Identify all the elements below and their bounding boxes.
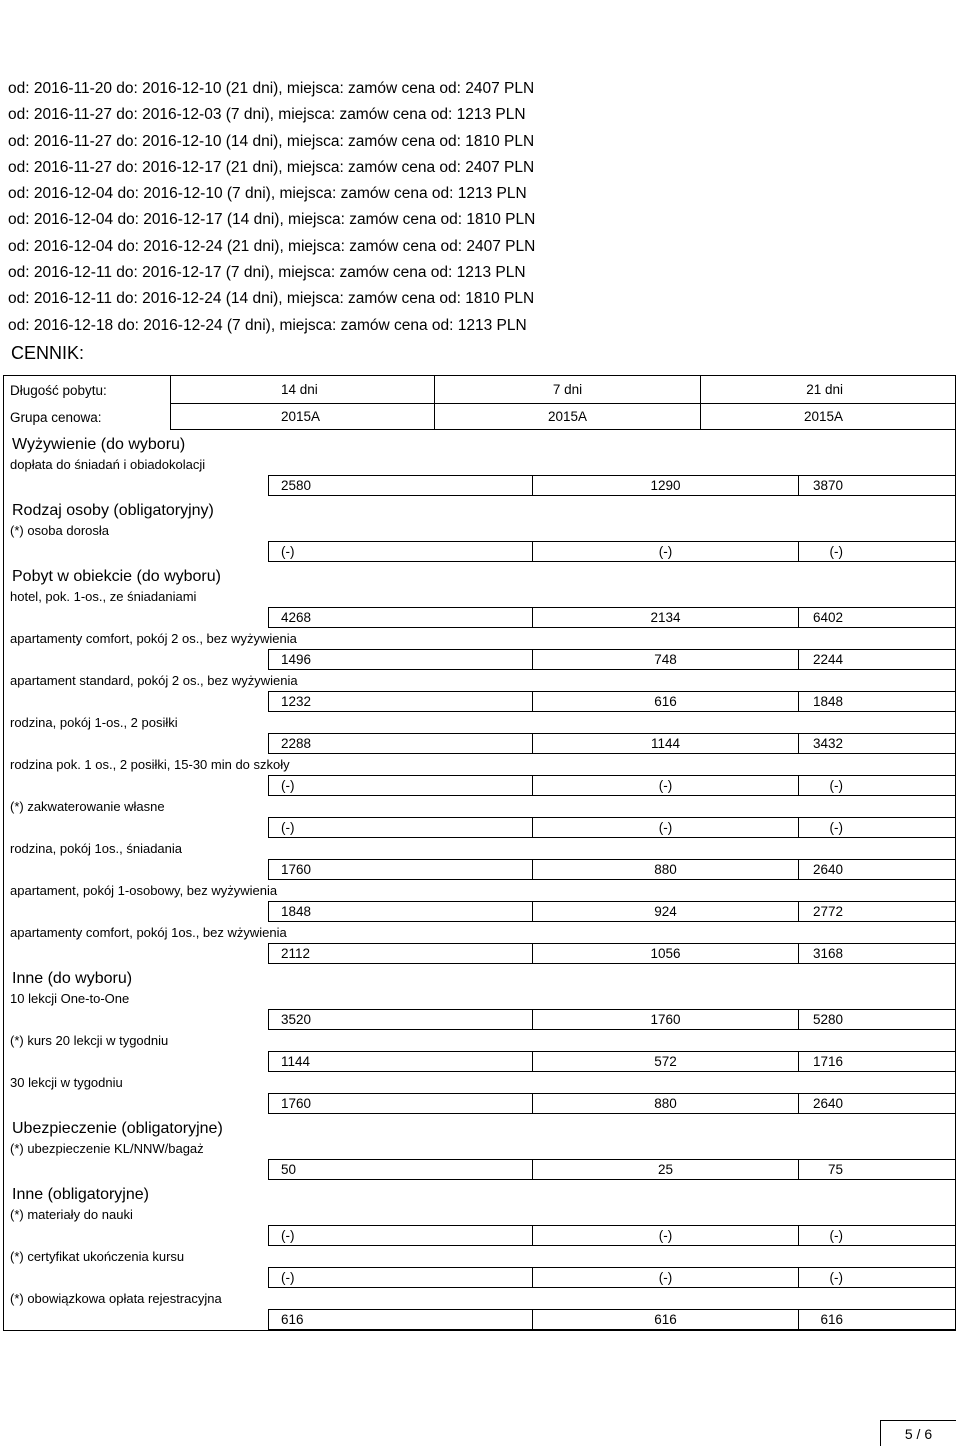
price-cell: (-): [268, 817, 532, 838]
price-cell: 3168: [798, 943, 955, 964]
table-row: [4, 691, 955, 712]
header-value: 2015A: [434, 404, 700, 430]
price-cell: 2772: [798, 901, 955, 922]
offer-line: od: 2016-12-11 do: 2016-12-17 (7 dni), miejsca: zamów cena od: 1213 PLN: [8, 264, 526, 282]
item-label: 10 lekcji One-to-One: [10, 991, 130, 1006]
price-cell: (-): [268, 775, 532, 796]
price-cell: 1056: [532, 943, 798, 964]
table-row: [4, 1051, 955, 1072]
price-cell: 1144: [268, 1051, 532, 1072]
section-title: Rodzaj osoby (obligatoryjny): [12, 502, 214, 519]
price-cell: 616: [532, 691, 798, 712]
row-spacer: [4, 859, 268, 880]
price-cell: (-): [798, 1225, 955, 1246]
price-cell: 1144: [532, 733, 798, 754]
price-cell: 2112: [268, 943, 532, 964]
price-cell: (-): [532, 541, 798, 562]
item-label: rodzina, pokój 1os., śniadania: [10, 841, 183, 856]
table-row: [4, 475, 955, 496]
page-number: 5 / 6: [880, 1420, 956, 1446]
table-row: [4, 1093, 955, 1114]
price-cell: 1716: [798, 1051, 955, 1072]
price-cell: 2288: [268, 733, 532, 754]
item-label: apartament standard, pokój 2 os., bez wyżywienia: [10, 673, 298, 688]
price-cell: 75: [798, 1159, 955, 1180]
price-cell: (-): [532, 817, 798, 838]
row-spacer: [4, 1309, 268, 1330]
section-title: Inne (obligatoryjne): [12, 1186, 149, 1203]
item-label: (*) ubezpieczenie KL/NNW/bagaż: [10, 1141, 204, 1156]
price-cell: 1848: [798, 691, 955, 712]
offer-line: od: 2016-12-04 do: 2016-12-24 (21 dni), miejsca: zamów cena od: 2407 PLN: [8, 237, 536, 255]
item-label: apartamenty comfort, pokój 1os., bez wżywienia: [10, 925, 287, 940]
price-cell: 2134: [532, 607, 798, 628]
offer-line: od: 2016-12-11 do: 2016-12-24 (14 dni), miejsca: zamów cena od: 1810 PLN: [8, 290, 535, 308]
price-cell: (-): [268, 541, 532, 562]
offer-line: od: 2016-11-20 do: 2016-12-10 (21 dni), miejsca: zamów cena od: 2407 PLN: [8, 80, 535, 97]
row-spacer: [4, 733, 268, 754]
price-cell: 1760: [268, 859, 532, 880]
offer-line: od: 2016-12-18 do: 2016-12-24 (7 dni), miejsca: zamów cena od: 1213 PLN: [8, 316, 527, 334]
price-cell: 6402: [798, 607, 955, 628]
price-cell: (-): [798, 1267, 955, 1288]
row-spacer: [4, 475, 268, 496]
row-spacer: [4, 1051, 268, 1072]
table-row: [4, 1009, 955, 1030]
price-cell: 25: [532, 1159, 798, 1180]
price-cell: 50: [268, 1159, 532, 1180]
row-spacer: [4, 1225, 268, 1246]
price-cell: (-): [532, 775, 798, 796]
item-label: (*) osoba dorosła: [10, 523, 109, 538]
table-row: [4, 541, 955, 562]
table-row: [4, 1309, 955, 1330]
price-cell: 1848: [268, 901, 532, 922]
price-cell: (-): [798, 541, 955, 562]
price-cell: 3432: [798, 733, 955, 754]
row-spacer: [4, 691, 268, 712]
price-cell: (-): [798, 775, 955, 796]
row-spacer: [4, 649, 268, 670]
item-label: rodzina pok. 1 os., 2 posiłki, 15-30 min do szkoły: [10, 757, 290, 772]
price-cell: 2580: [268, 475, 532, 496]
header-label: Długość pobytu:: [10, 382, 107, 398]
item-label: (*) certyfikat ukończenia kursu: [10, 1249, 185, 1264]
price-cell: 4268: [268, 607, 532, 628]
price-cell: (-): [798, 817, 955, 838]
row-spacer: [4, 817, 268, 838]
section-title: Inne (do wyboru): [12, 970, 133, 987]
table-row: [4, 1267, 955, 1288]
header-label: Grupa cenowa:: [10, 409, 102, 425]
row-spacer: [4, 1159, 268, 1180]
item-label: (*) zakwaterowanie własne: [10, 799, 165, 814]
item-label: apartament, pokój 1-osobowy, bez wyżywienia: [10, 883, 278, 898]
item-label: apartamenty comfort, pokój 2 os., bez wyżywienia: [10, 631, 297, 646]
price-list-title: CENNIK:: [11, 343, 85, 363]
price-cell: 1232: [268, 691, 532, 712]
header-value: 21 dni: [700, 376, 955, 404]
header-value: 7 dni: [434, 376, 700, 404]
header-value: 2015A: [170, 404, 434, 430]
price-cell: (-): [532, 1267, 798, 1288]
row-spacer: [4, 901, 268, 922]
price-cell: (-): [268, 1225, 532, 1246]
row-spacer: [4, 1009, 268, 1030]
item-label: 30 lekcji w tygodniu: [10, 1075, 123, 1090]
item-label: rodzina, pokój 1-os., 2 posiłki: [10, 715, 178, 730]
table-header-row: [4, 376, 955, 404]
price-cell: (-): [532, 1225, 798, 1246]
price-cell: 924: [532, 901, 798, 922]
price-cell: 1290: [532, 475, 798, 496]
header-value: 2015A: [700, 404, 955, 430]
row-spacer: [4, 1267, 268, 1288]
price-cell: 5280: [798, 1009, 955, 1030]
offer-line: od: 2016-12-04 do: 2016-12-10 (7 dni), miejsca: zamów cena od: 1213 PLN: [8, 185, 527, 203]
offer-list: [8, 76, 952, 339]
table-row: [4, 733, 955, 754]
item-label: (*) kurs 20 lekcji w tygodniu: [10, 1033, 169, 1048]
price-cell: 748: [532, 649, 798, 670]
price-cell: 616: [268, 1309, 532, 1330]
item-label: hotel, pok. 1-os., ze śniadaniami: [10, 589, 197, 604]
offer-line: od: 2016-11-27 do: 2016-12-03 (7 dni), miejsca: zamów cena od: 1213 PLN: [8, 106, 526, 124]
item-label: (*) materiały do nauki: [10, 1207, 133, 1222]
table-row: [4, 775, 955, 796]
table-header-row: [4, 404, 955, 430]
table-row: [4, 943, 955, 964]
item-label: dopłata do śniadań i obiadokolacji: [10, 457, 206, 472]
row-spacer: [4, 775, 268, 796]
section-title: Pobyt w obiekcie (do wyboru): [12, 568, 221, 585]
price-cell: 3870: [798, 475, 955, 496]
row-spacer: [4, 541, 268, 562]
table-row: [4, 901, 955, 922]
offer-line: od: 2016-11-27 do: 2016-12-10 (14 dni), miejsca: zamów cena od: 1810 PLN: [8, 132, 535, 150]
price-cell: 2640: [798, 859, 955, 880]
price-cell: 1496: [268, 649, 532, 670]
table-row: [4, 649, 955, 670]
price-cell: 880: [532, 859, 798, 880]
row-spacer: [4, 607, 268, 628]
price-cell: 2244: [798, 649, 955, 670]
price-cell: (-): [268, 1267, 532, 1288]
item-label: (*) obowiązkowa opłata rejestracyjna: [10, 1291, 222, 1306]
table-row: [4, 859, 955, 880]
price-cell: 2640: [798, 1093, 955, 1114]
price-table: [3, 375, 956, 1331]
table-row: [4, 607, 955, 628]
offer-line: od: 2016-12-04 do: 2016-12-17 (14 dni), miejsca: zamów cena od: 1810 PLN: [8, 211, 536, 229]
price-cell: 616: [798, 1309, 955, 1330]
table-row: [4, 817, 955, 838]
section-title: Wyżywienie (do wyboru): [12, 436, 186, 453]
price-cell: 572: [532, 1051, 798, 1072]
row-spacer: [4, 943, 268, 964]
table-row: [4, 1159, 955, 1180]
section-title: Ubezpieczenie (obligatoryjne): [12, 1120, 223, 1137]
price-cell: 880: [532, 1093, 798, 1114]
header-value: 14 dni: [170, 376, 434, 404]
offer-line: od: 2016-11-27 do: 2016-12-17 (21 dni), miejsca: zamów cena od: 2407 PLN: [8, 158, 535, 176]
row-spacer: [4, 1093, 268, 1114]
price-cell: 1760: [532, 1009, 798, 1030]
price-cell: 3520: [268, 1009, 532, 1030]
price-cell: 1760: [268, 1093, 532, 1114]
price-cell: 616: [532, 1309, 798, 1330]
table-row: [4, 1225, 955, 1246]
